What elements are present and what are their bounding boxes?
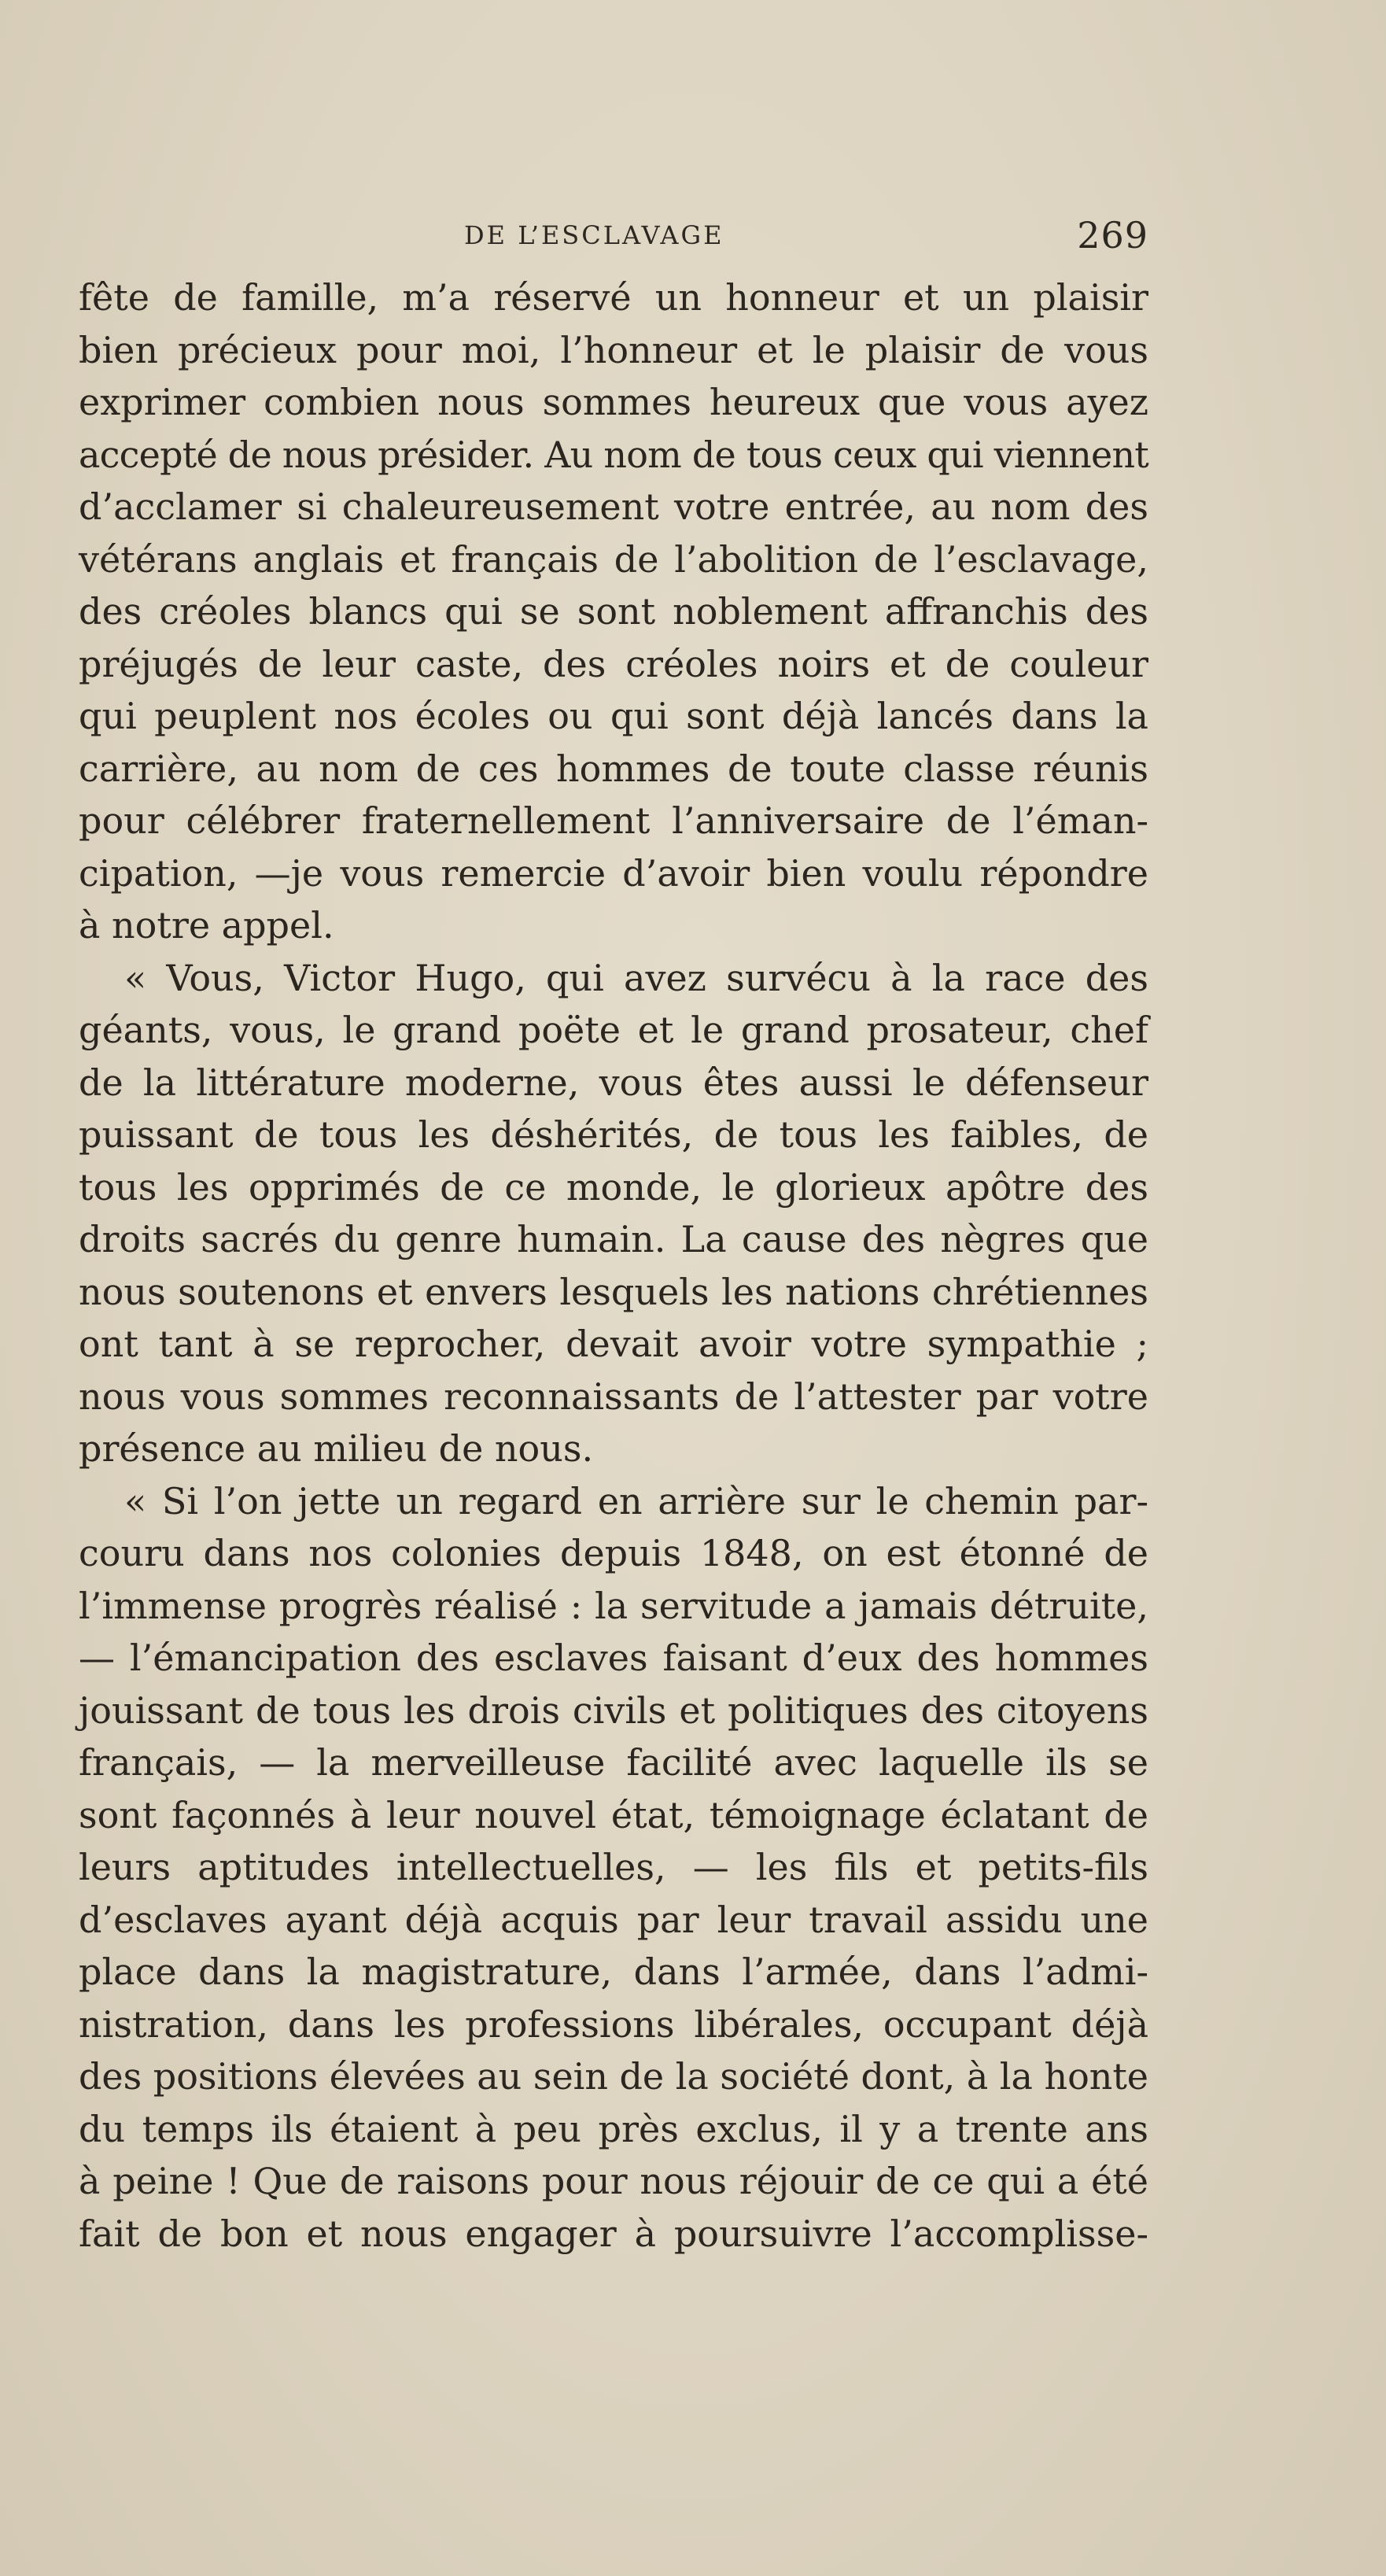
text-line: bien précieux pour moi, l’honneur et le plaisir de vous [79,328,1148,371]
text-line: accepté de nous présider. Au nom de tous ceux qui viennent [79,433,1149,476]
page-number: 269 [1077,214,1148,256]
text-line: à peine ! Que de raisons pour nous réjouir de ce qui a été [79,2160,1148,2202]
text-line: français, — la merveilleuse facilité avec laquelle ils se [79,1741,1148,1784]
text-line: — l’émancipation des esclaves faisant d’eux des hommes [79,1637,1148,1679]
text-line: fête de famille, m’a réservé un honneur et un plaisir [79,276,1148,319]
text-line: exprimer combien nous sommes heureux que vous ayez [79,381,1148,423]
text-line: géants, vous, le grand poëte et le grand prosateur, chef [79,1009,1148,1051]
text-line: des positions élevées au sein de la société dont, à la honte [79,2055,1148,2098]
text-line: leurs aptitudes intellectuelles, — les fils et petits-fils [79,1846,1148,1888]
text-line: droits sacrés du genre humain. La cause des nègres que [79,1218,1148,1260]
text-line: nous soutenons et envers lesquels les nations chrétiennes [79,1270,1148,1313]
text-line: place dans la magistrature, dans l’armée, dans l’admi- [79,1950,1148,1993]
text-line: tous les opprimés de ce monde, le glorieux apôtre des [79,1165,1148,1209]
text-line: fait de bon et nous engager à poursuivre l’accomplisse- [79,2212,1148,2255]
text-line: d’esclaves ayant déjà acquis par leur travail assidu une [79,1898,1148,1941]
text-line: sont façonnés à leur nouvel état, témoignage éclatant de [79,1793,1148,1836]
text-line: nistration, dans les professions libérales, occupant déjà [79,2002,1148,2046]
running-head [79,214,1148,256]
text-line: nous vous sommes reconnaissants de l’attester par votre [79,1375,1148,1418]
paragraph-start-line: « Vous, Victor Hugo, qui avez survécu à la race des [124,956,1148,999]
text-line: puissant de tous les déshérités, de tous les faibles, de [79,1113,1148,1156]
text-line: couru dans nos colonies depuis 1848, on est étonné de [79,1532,1148,1574]
text-line: cipation, —je vous remercie d’avoir bien voulu répondre [79,851,1148,895]
text-line: qui peuplent nos écoles ou qui sont déjà lancés dans la [79,695,1148,737]
body-text [79,271,1148,2260]
text-line: de la littérature moderne, vous êtes aussi le défenseur [79,1061,1148,1104]
running-title: DE L’ESCLAVAGE [464,220,724,250]
text-line: des créoles blancs qui se sont noblement affranchis des [79,590,1148,633]
text-line: préjugés de leur caste, des créoles noirs et de couleur [79,642,1148,685]
text-line: carrière, au nom de ces hommes de toute classe réunis [79,747,1148,790]
text-line: ont tant à se reprocher, devait avoir votre sympathie ; [79,1323,1148,1365]
text-line: jouissant de tous les drois civils et politiques des citoyens [79,1688,1148,1732]
text-line: l’immense progrès réalisé : la servitude a jamais détruite, [79,1584,1148,1627]
paragraph-end-line: à notre appel. [79,904,334,947]
paragraph-start-line: « Si l’on jette un regard en arrière sur le chemin par- [124,1479,1148,1522]
text-line: du temps ils étaient à peu près exclus, il y a trente ans [79,2107,1148,2150]
text-line: pour célébrer fraternellement l’anniversaire de l’éman- [79,799,1148,842]
text-line: d’acclamer si chaleureusement votre entrée, au nom des [79,485,1148,528]
paragraph-end-line: présence au milieu de nous. [79,1427,594,1470]
text-line: vétérans anglais et français de l’abolition de l’esclavage, [79,537,1148,581]
